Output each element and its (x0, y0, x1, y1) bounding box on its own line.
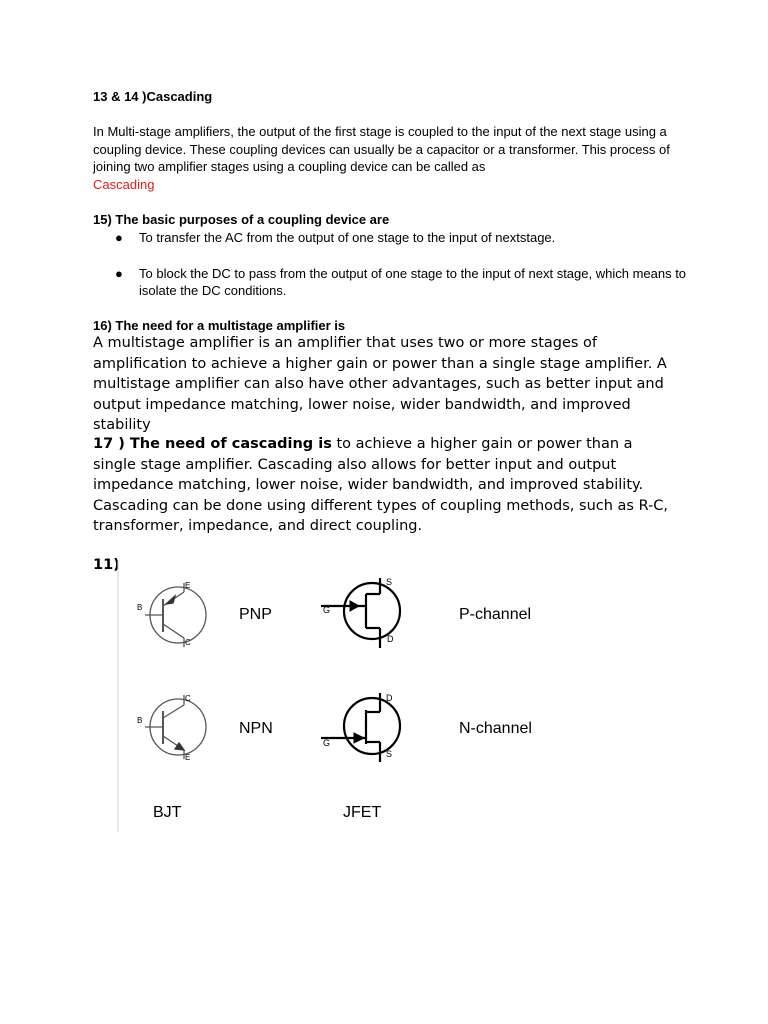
section-11-heading: 11) (93, 557, 120, 573)
section-16-heading: 16) The need for a multistage amplifier is (93, 318, 346, 333)
pnp-pin-e: E (185, 581, 191, 590)
bjt-caption: BJT (153, 804, 182, 821)
p-jfet-pin-d: D (387, 634, 394, 644)
pnp-label: PNP (239, 606, 272, 623)
pnp-bjt-symbol (145, 583, 206, 647)
npn-label: NPN (239, 720, 273, 737)
bullet-icon: ● (115, 230, 123, 245)
cascading-highlight-term: Cascading (93, 176, 155, 192)
bullet-text: To block the DC to pass from the output of one stage to the input of next stage, which means to isolate the DC conditions. (139, 265, 687, 298)
bullet-text: To transfer the AC from the output of one stage to the input of nextstage. (139, 230, 556, 245)
pnp-pin-b: B (137, 603, 143, 612)
jfet-caption: JFET (343, 804, 382, 821)
n-jfet-pin-g: G (323, 738, 331, 748)
section-16-body: A multistage amplifier is an amplifier that uses two or more stages of amplification to achieve a higher gain or power than a single stage amplifier. A multistage amplifier can also have other advantages, such as better input and output impedance matching, lower noise, wider bandwidth, and improved stability (93, 335, 667, 433)
pnp-pin-c: C (185, 638, 191, 647)
n-jfet-pin-d: D (386, 693, 393, 703)
npn-bjt-symbol (145, 695, 206, 759)
npn-pin-c: C (185, 694, 191, 703)
p-jfet-pin-g: G (323, 605, 331, 615)
section-15-heading: 15) The basic purposes of a coupling device are (93, 212, 390, 227)
npn-pin-e: E (185, 753, 191, 762)
p-jfet-pin-s: S (386, 577, 393, 587)
n-channel-label: N-channel (459, 720, 532, 737)
npn-pin-b: B (137, 716, 143, 725)
bullet-icon: ● (115, 265, 123, 281)
section-13-14-heading: 13 & 14 )Cascading (93, 89, 213, 104)
cascading-definition-text: In Multi-stage amplifiers, the output of the first stage is coupled to the input of the next stage using a coupling device. These coupling devices can usually be a capacitor or a transformer. This process of joining two amplifier stages using a coupling device can be called as (93, 124, 670, 174)
section-17-body: to achieve a higher gain or power than a single stage amplifier. Cascading also allows for better input and output impedance matching, lower noise, wider bandwidth, and improved stability. Cascading can be done using different types of coupling methods, such as R-C, transformer, impedance, and direct coupling. (93, 436, 669, 534)
section-17-heading: 17 ) The need of cascading is (93, 436, 332, 452)
n-jfet-pin-s: S (386, 749, 393, 759)
p-channel-label: P-channel (459, 606, 532, 623)
